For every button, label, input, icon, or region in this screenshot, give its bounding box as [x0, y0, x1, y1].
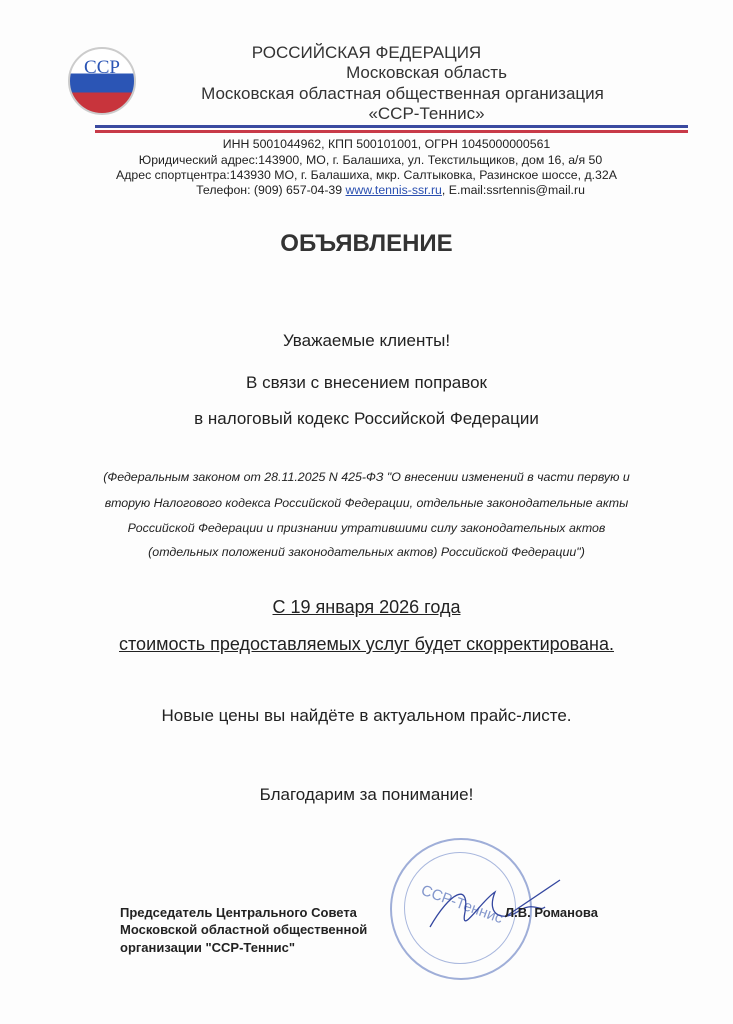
body-line-1: В связи с внесением поправок: [246, 373, 487, 392]
header-org-name: «ССР-Теннис»: [368, 104, 485, 123]
price-change-notice: стоимость предоставляемых услуг будет скорректирована.: [119, 634, 614, 654]
logo: ССР: [68, 47, 136, 115]
header-rule-blue: [95, 125, 688, 128]
sport-address: Адрес спортцентра:143930 МО, г. Балашиха, мкр. Салтыковка, Разинское шоссе, д.32А: [116, 168, 617, 182]
header-org: Московская областная общественная организация: [201, 84, 604, 103]
legal-address: Юридический адрес:143900, МО, г. Балашиха, ул. Текстильщиков, дом 16, а/я 50: [138, 153, 603, 167]
header-country: РОССИЙСКАЯ ФЕДЕРАЦИЯ: [251, 43, 482, 62]
prices-notice: Новые цены вы найдёте в актуальном прайс-листе.: [161, 706, 572, 725]
signatory-title: Председатель Центрального Совета: [120, 905, 357, 920]
email: , E.mail:ssrtennis@mail.ru: [441, 183, 585, 197]
header-region: Московская область: [346, 63, 507, 82]
requisites-ids: ИНН 5001044962, КПП 500101001, ОГРН 1045000000561: [222, 137, 551, 151]
stamp: ССР-Теннис: [390, 838, 532, 980]
effective-date: С 19 января 2026 года: [272, 597, 461, 617]
signatory-title: организации "ССР-Теннис": [120, 940, 296, 955]
header-rule-red: [95, 130, 688, 133]
law-line: вторую Налогового кодекса Российской Федерации, отдельные законодательные акты: [104, 496, 629, 510]
law-line: (Федеральным законом от 28.11.2025 N 425-ФЗ "О внесении изменений в части первую и: [103, 470, 630, 484]
thanks: Благодарим за понимание!: [259, 785, 474, 804]
signatory-name: Л.В. Романова: [505, 905, 598, 920]
signatory-title: Московской областной общественной: [120, 922, 368, 937]
law-line: Российской Федерации и признании утратившими силу законодательных актов: [127, 521, 606, 535]
website-link[interactable]: www.tennis-ssr.ru: [345, 183, 442, 197]
greeting: Уважаемые клиенты!: [282, 331, 451, 350]
page-title: ОБЪЯВЛЕНИЕ: [280, 230, 453, 257]
phone: Телефон: (909) 657-04-39: [196, 183, 343, 197]
law-line: (отдельных положений законодательных актов) Российской Федерации"): [148, 545, 585, 559]
body-line-2: в налоговый кодекс Российской Федерации: [194, 409, 539, 428]
contacts: [24, 183, 733, 197]
